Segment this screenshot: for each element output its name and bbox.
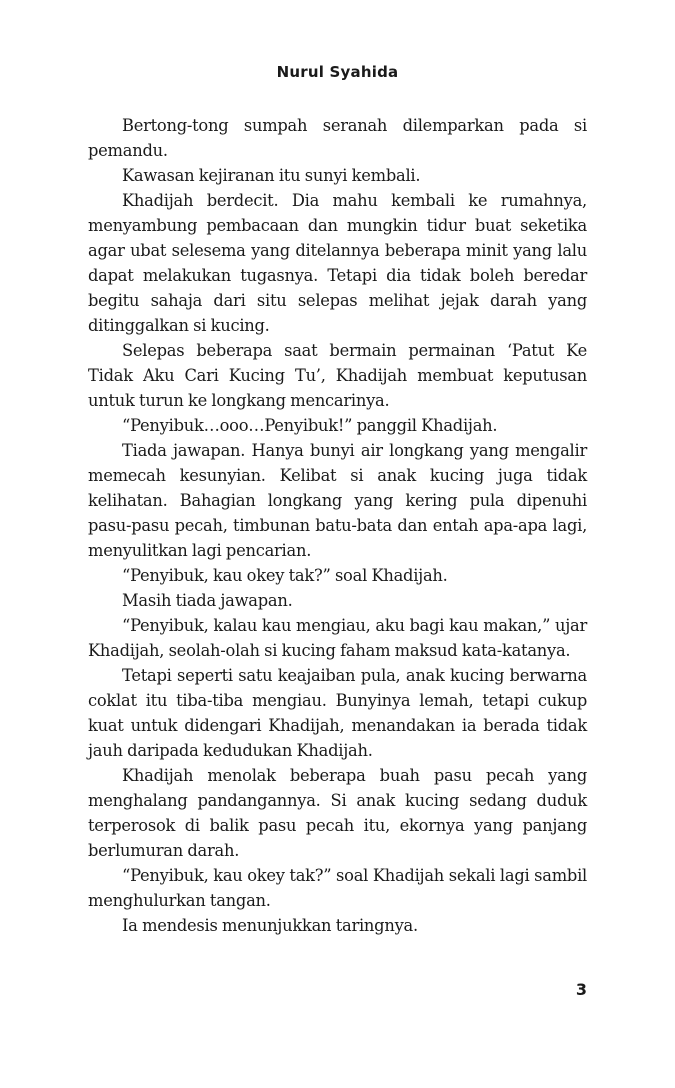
paragraph: Selepas beberapa saat bermain permainan ‘Patut Ke Tidak Aku Cari Kucing Tu’, Khadijah membuat keputusan untuk turun ke longkang mencarinya. (88, 341, 587, 410)
paragraph: Tetapi seperti satu keajaiban pula, anak kucing berwarna coklat itu tiba-tiba mengiau. Bunyinya lemah, tetapi cukup kuat untuk didengari Khadijah, menandakan ia berada tidak jauh daripada kedudukan Khadijah. (88, 666, 587, 760)
running-head-title: Nurul Syahida (276, 63, 399, 81)
paragraph: “Penyibuk…ooo…Penyibuk!” panggil Khadijah. (122, 416, 498, 435)
page-number: 3 (575, 980, 587, 999)
paragraph: Bertong-tong sumpah seranah dilemparkan pada si pemandu. (88, 116, 587, 160)
paragraph: Tiada jawapan. Hanya bunyi air longkang yang mengalir memecah kesunyian. Kelibat si anak kucing juga tidak kelihatan. Bahagian longkang yang kering pula dipenuhi pasu-pasu pecah, timbunan batu-bata dan entah apa-apa lagi, menyulitkan lagi pencarian. (88, 441, 587, 560)
paragraph: Masih tiada jawapan. (122, 591, 293, 610)
paragraph: “Penyibuk, kau okey tak?” soal Khadijah. (122, 566, 448, 585)
paragraph: Ia mendesis menunjukkan taringnya. (122, 916, 418, 935)
paragraph: Khadijah menolak beberapa buah pasu pecah yang menghalang pandangannya. Si anak kucing sedang duduk terperosok di balik pasu pecah itu, ekornya yang panjang berlumuran darah. (88, 766, 587, 860)
paragraph: “Penyibuk, kau okey tak?” soal Khadijah sekali lagi sambil menghulurkan tangan. (88, 866, 587, 910)
paragraph: Khadijah berdecit. Dia mahu kembali ke rumahnya, menyambung pembacaan dan mungkin tidur buat seketika agar ubat selesema yang ditelannya beberapa minit yang lalu dapat melakukan tugasnya. Tetapi dia tidak boleh beredar begitu sahaja dari situ selepas melihat jejak darah yang ditinggalkan si kucing. (88, 191, 587, 335)
paragraph: “Penyibuk, kalau kau mengiau, aku bagi kau makan,” ujar Khadijah, seolah-olah si kucing faham maksud kata-katanya. (88, 616, 587, 660)
paragraph: Kawasan kejiranan itu sunyi kembali. (122, 166, 421, 185)
body-text (88, 113, 587, 938)
